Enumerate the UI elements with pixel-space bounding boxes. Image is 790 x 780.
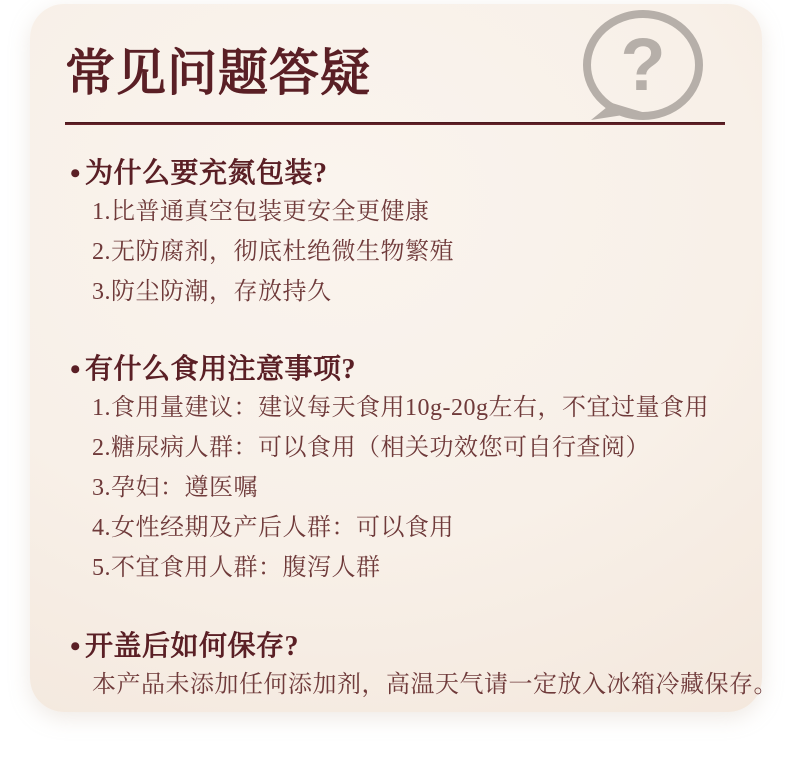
faq-answer: 本产品未添加任何添加剂，高温天气请一定放入冰箱冷藏保存。	[92, 672, 778, 698]
question-bubble-icon	[578, 6, 708, 128]
faq-answers	[92, 192, 727, 312]
bullet-icon: •	[70, 157, 81, 190]
bullet-icon: •	[70, 353, 81, 386]
faq-answer: 2.糖尿病人群：可以食用（相关功效您可自行查阅）	[92, 435, 650, 461]
question-row	[65, 352, 727, 388]
faq-answer: 1.比普通真空包装更安全更健康	[92, 199, 430, 225]
page-title: 常见问题答疑	[65, 45, 371, 101]
question-row	[65, 156, 727, 192]
faq-section-packaging	[65, 156, 727, 312]
faq-answer: 3.孕妇：遵医嘱	[92, 475, 258, 501]
faq-answer: 3.防尘防潮，存放持久	[92, 279, 332, 305]
faq-answer: 4.女性经期及产后人群：可以食用	[92, 515, 454, 541]
faq-section-storage	[65, 629, 778, 705]
faq-answer: 2.无防腐剂，彻底杜绝微生物繁殖	[92, 239, 454, 265]
faq-answers	[92, 388, 727, 588]
question-mark-glyph: ?	[620, 23, 666, 106]
faq-answer: 5.不宜食用人群：腹泻人群	[92, 555, 381, 581]
faq-section-consumption	[65, 352, 727, 588]
question-row	[65, 629, 727, 665]
faq-card	[30, 4, 778, 712]
bullet-icon: •	[70, 630, 81, 663]
faq-question: 有什么食用注意事项?	[85, 354, 357, 385]
faq-question: 为什么要充氮包装?	[85, 158, 328, 189]
faq-answers	[92, 665, 778, 705]
faq-question: 开盖后如何保存?	[85, 631, 300, 662]
faq-answer: 1.食用量建议：建议每天食用10g-20g左右，不宜过量食用	[92, 395, 709, 421]
